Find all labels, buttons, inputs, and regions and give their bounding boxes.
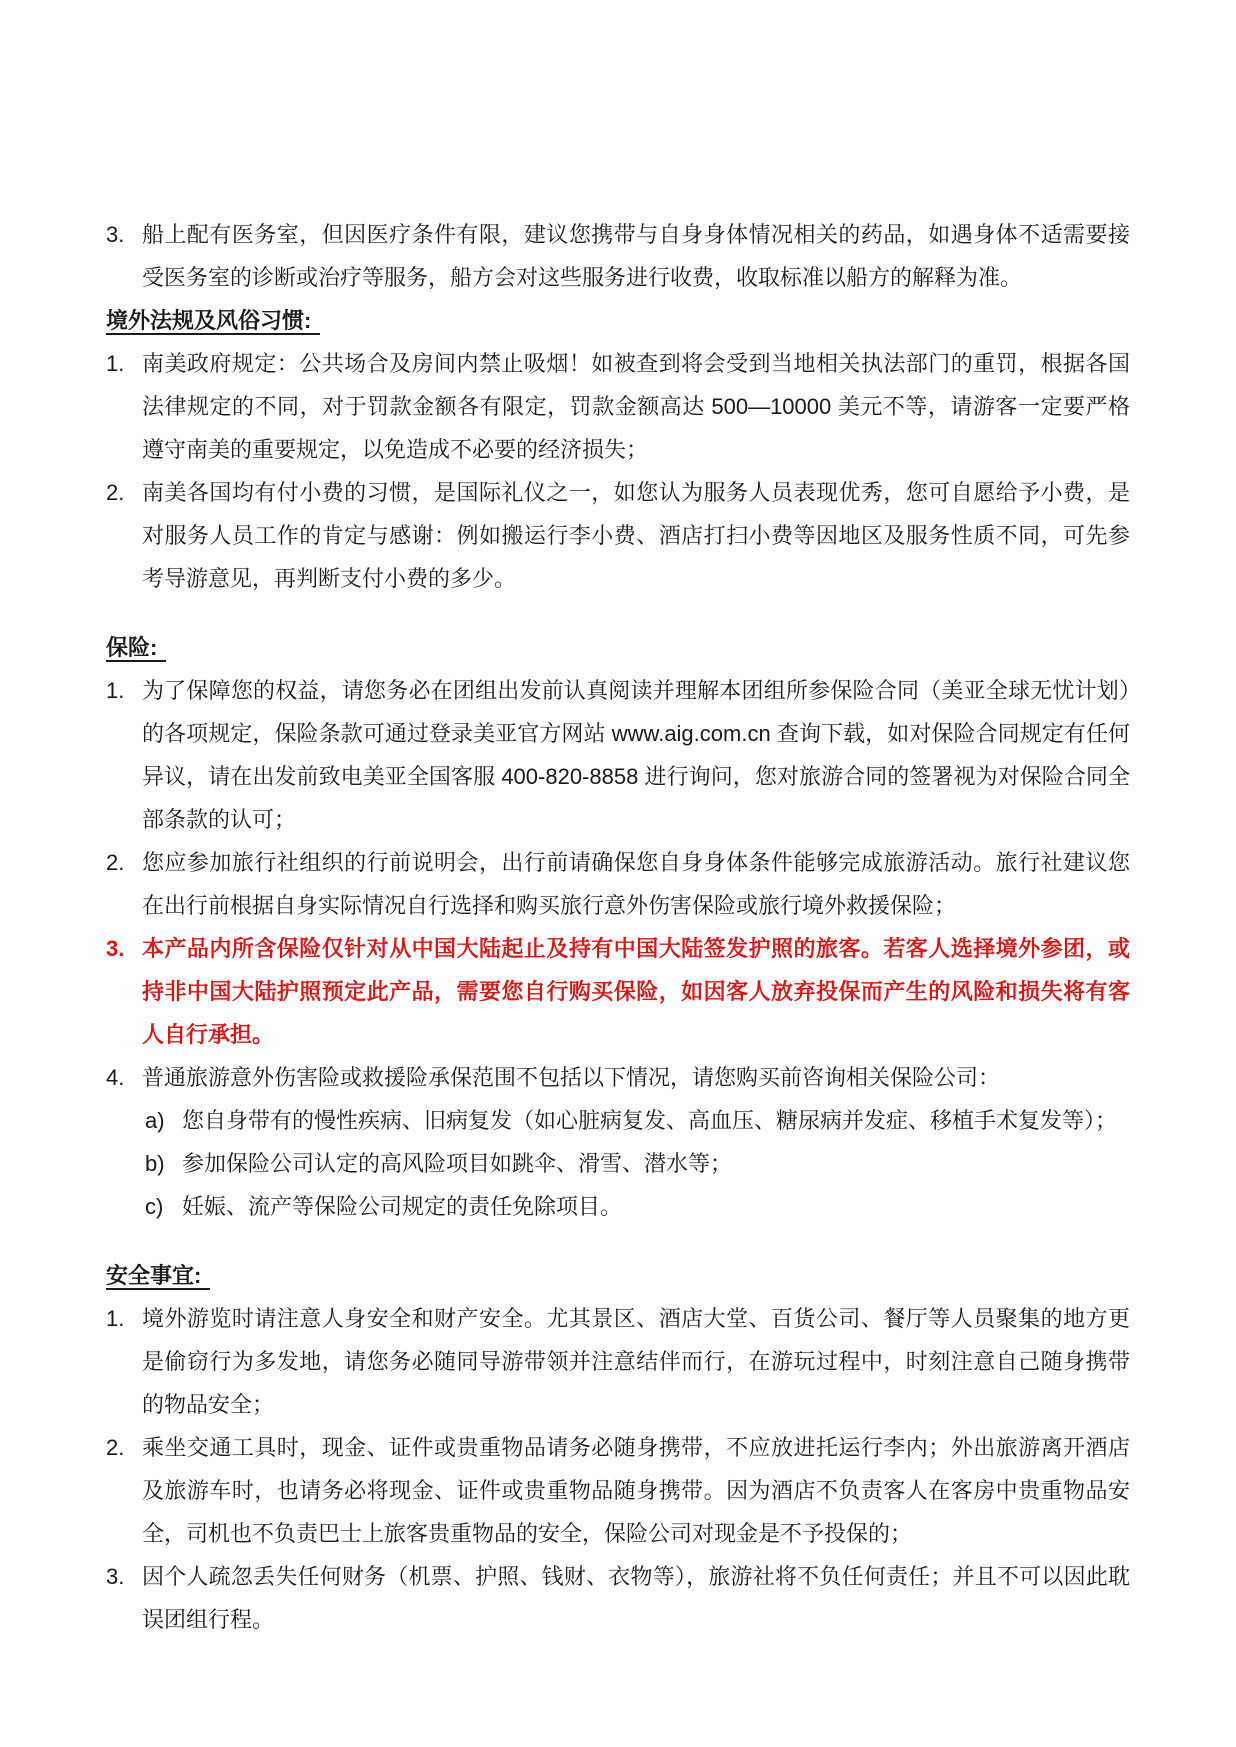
section-heading <box>106 1254 1130 1297</box>
item-text: 您自身带有的慢性疾病、旧病复发（如心脏病复发、高血压、糖尿病并发症、移植手术复发等）； <box>182 1108 1118 1133</box>
section-heading-text: 保险: <box>106 635 166 662</box>
item-marker: b) <box>145 1151 165 1176</box>
item-marker: 1. <box>106 678 125 703</box>
list-item <box>106 1555 1130 1641</box>
list-item <box>106 1297 1130 1426</box>
list-item <box>106 927 1130 1056</box>
item-marker: 2. <box>106 850 125 875</box>
section-insurance <box>106 626 1130 1228</box>
document-body <box>106 213 1130 1641</box>
item-text: 乘坐交通工具时，现金、证件或贵重物品请务必随身携带，不应放进托运行李内；外出旅游离开酒店及旅游车时，也请务必将现金、证件或贵重物品随身携带。因为酒店不负责客人在客房中贵重物品安全，司机也不负责巴士上旅客贵重物品的安全，保险公司对现金是不予投保的； <box>142 1435 1130 1546</box>
item-marker: 3. <box>106 1564 125 1589</box>
item-marker: 1. <box>106 1306 125 1331</box>
item-text: 南美政府规定：公共场合及房间内禁止吸烟！如被查到将会受到当地相关执法部门的重罚，根据各国法律规定的不同，对于罚款金额各有限定，罚款金额高达 500—10000 美元不等，请游客一定要严格遵守南美的重要规定，以免造成不必要的经济损失； <box>142 351 1130 462</box>
list-item <box>106 1056 1130 1099</box>
item-marker: c) <box>145 1194 164 1219</box>
section-heading-text: 安全事宜: <box>106 1263 210 1290</box>
list-item <box>106 213 1130 299</box>
item-text: 船上配有医务室，但因医疗条件有限，建议您携带与自身身体情况相关的药品，如遇身体不适需要接受医务室的诊断或治疗等服务，船方会对这些服务进行收费，收取标准以船方的解释为准。 <box>142 222 1130 290</box>
item-text: 您应参加旅行社组织的行前说明会，出行前请确保您自身身体条件能够完成旅游活动。旅行社建议您在出行前根据自身实际情况自行选择和购买旅行意外伤害保险或旅行境外救援保险； <box>142 850 1130 918</box>
item-text: 因个人疏忽丢失任何财务（机票、护照、钱财、衣物等），旅游社将不负任何责任；并且不可以因此耽误团组行程。 <box>142 1564 1130 1632</box>
item-text: 妊娠、流产等保险公司规定的责任免除项目。 <box>182 1194 623 1219</box>
item-marker: 2. <box>106 480 125 505</box>
list-item <box>106 1426 1130 1555</box>
item-marker: 3. <box>106 936 125 961</box>
sub-list-item <box>106 1099 1130 1142</box>
list-item <box>106 669 1130 841</box>
sub-list-item <box>106 1185 1130 1228</box>
list-item <box>106 471 1130 600</box>
section-safety-matters <box>106 1254 1130 1641</box>
item-text: 南美各国均有付小费的习惯，是国际礼仪之一，如您认为服务人员表现优秀，您可自愿给予小费，是对服务人员工作的肯定与感谢：例如搬运行李小费、酒店打扫小费等因地区及服务性质不同，可先参考导游意见，再判断支付小费的多少。 <box>142 480 1130 591</box>
item-text: 普通旅游意外伤害险或救援险承保范围不包括以下情况，请您购买前咨询相关保险公司： <box>142 1065 1001 1090</box>
item-marker: 3. <box>106 222 125 247</box>
item-text: 参加保险公司认定的高风险项目如跳伞、滑雪、潜水等； <box>182 1151 733 1176</box>
section-overseas-laws-and-customs <box>106 299 1130 600</box>
item-marker: a) <box>145 1108 165 1133</box>
item-marker: 1. <box>106 351 125 376</box>
section-heading <box>106 626 1130 669</box>
item-text: 为了保障您的权益，请您务必在团组出发前认真阅读并理解本团组所参保险合同（美亚全球无忧计划）的各项规定，保险条款可通过登录美亚官方网站 www.aig.com.cn 查询下载，如对保险合同规定有任何异议，请在出发前致电美亚全国客服 400-820-8858 进行询问，您对旅游合同的签署视为对保险合同全部条款的认可； <box>142 678 1130 832</box>
list-item <box>106 342 1130 471</box>
section-heading-text: 境外法规及风俗习惯: <box>106 308 320 335</box>
item-text-warning: 本产品内所含保险仅针对从中国大陆起止及持有中国大陆签发护照的旅客。若客人选择境外参团，或持非中国大陆护照预定此产品，需要您自行购买保险，如因客人放弃投保而产生的风险和损失将有客人自行承担。 <box>142 936 1130 1047</box>
section-heading <box>106 299 1130 342</box>
sub-list-item <box>106 1142 1130 1185</box>
item-text: 境外游览时请注意人身安全和财产安全。尤其景区、酒店大堂、百货公司、餐厅等人员聚集的地方更是偷窃行为多发地，请您务必随同导游带领并注意结伴而行，在游玩过程中，时刻注意自己随身携带的物品安全； <box>142 1306 1130 1417</box>
item-marker: 2. <box>106 1435 125 1460</box>
item-marker: 4. <box>106 1065 125 1090</box>
list-item <box>106 841 1130 927</box>
